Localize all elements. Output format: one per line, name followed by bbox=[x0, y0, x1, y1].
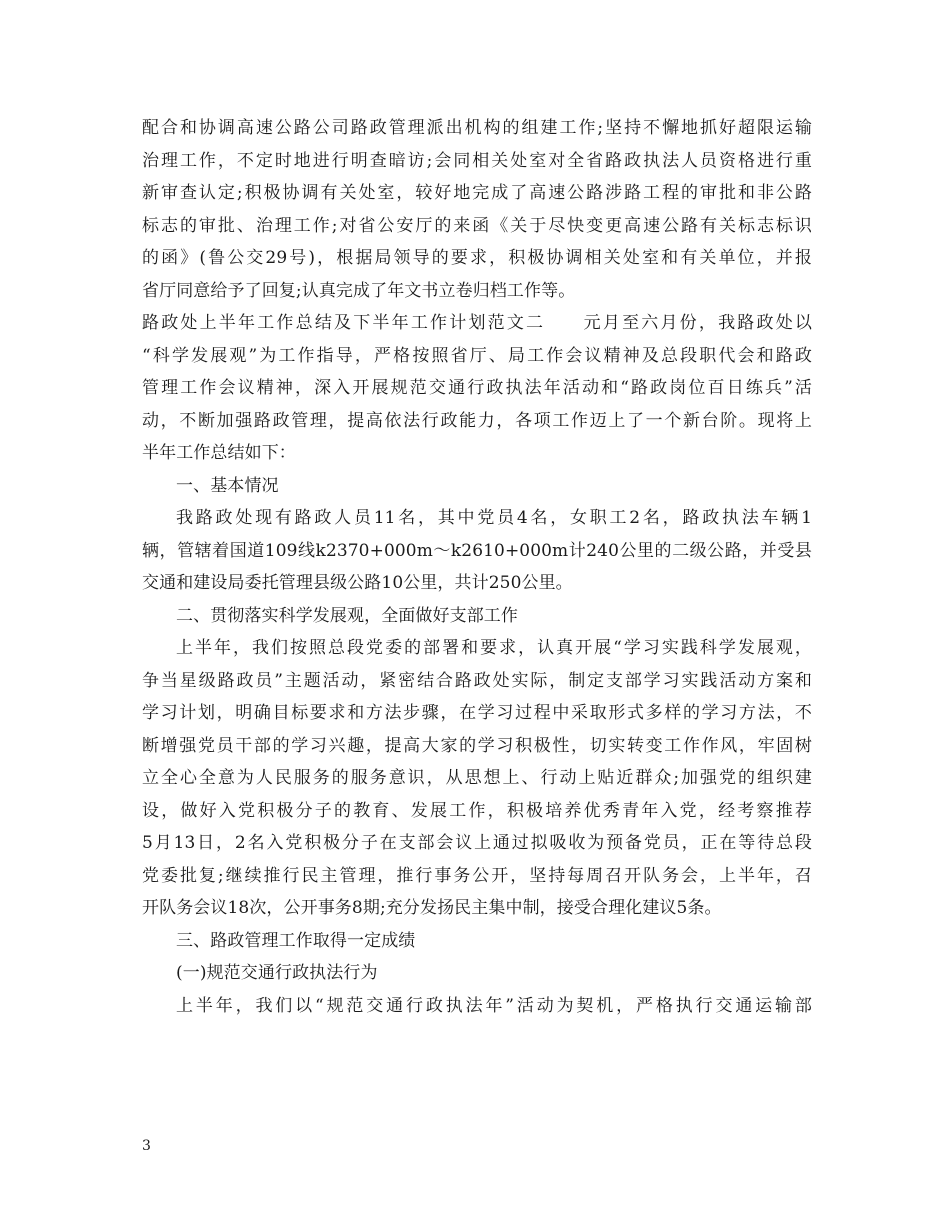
text-line: 二、贯彻落实科学发展观，全面做好支部工作 bbox=[176, 605, 518, 626]
text-line: 路政处上半年工作总结及下半年工作计划范文二 元月至六月份，我路政处以 bbox=[142, 313, 812, 333]
page-number: 3 bbox=[142, 1138, 151, 1154]
text-line: 半年工作总结如下： bbox=[142, 443, 296, 463]
text-line: 上半年，我们按照总段党委的部署和要求，认真开展“学习实践科学发展观， bbox=[176, 638, 812, 658]
text-line: 新审查认定;积极协调有关处室，较好地完成了高速公路涉路工程的审批和非公路 bbox=[142, 183, 812, 203]
text-line: 学习计划，明确目标要求和方法步骤，在学习过程中采取形式多样的学习方法，不 bbox=[142, 703, 812, 723]
document-body bbox=[142, 112, 812, 1022]
text-line: 标志的审批、治理工作;对省公安厅的来函《关于尽快变更高速公路有关标志标识 bbox=[142, 215, 812, 236]
text-line: 三、路政管理工作取得一定成绩 bbox=[176, 930, 416, 951]
text-line: 管理工作会议精神，深入开展规范交通行政执法年活动和“路政岗位百日练兵”活 bbox=[142, 378, 812, 398]
text-line: 辆，管辖着国道109线k2370+000m～k2610+000m计240公里的二级公路，并受县 bbox=[142, 540, 812, 561]
text-line: 配合和协调高速公路公司路政管理派出机构的组建工作;坚持不懈地抓好超限运输 bbox=[142, 118, 812, 138]
text-line: 上半年，我们以“规范交通行政执法年”活动为契机，严格执行交通运输部 bbox=[176, 995, 812, 1016]
text-line: 争当星级路政员”主题活动，紧密结合路政处实际，制定支部学习实践活动方案和 bbox=[142, 670, 812, 691]
text-line: (一)规范交通行政执法行为 bbox=[176, 963, 378, 983]
text-line: 我路政处现有路政人员11名，其中党员4名，女职工2名，路政执法车辆1 bbox=[176, 508, 812, 528]
text-line: 的函》(鲁公交29号)，根据局领导的要求，积极协调相关处室和有关单位，并报 bbox=[142, 248, 812, 268]
text-line: 省厅同意给予了回复;认真完成了年文书立卷归档工作等。 bbox=[142, 280, 576, 301]
text-line: 5月13日，2名入党积极分子在支部会议上通过拟吸收为预备党员，正在等待总段 bbox=[142, 833, 812, 853]
text-line: “科学发展观”为工作指导，严格按照省厅、局工作会议精神及总段职代会和路政 bbox=[142, 345, 812, 366]
text-line: 断增强党员干部的学习兴趣，提高大家的学习积极性，切实转变工作作风，牢固树 bbox=[142, 735, 812, 756]
text-line: 交通和建设局委托管理县级公路10公里，共计250公里。 bbox=[142, 573, 573, 593]
text-line: 党委批复;继续推行民主管理，推行事务公开，坚持每周召开队务会，上半年，召 bbox=[142, 865, 812, 886]
text-line: 动，不断加强路政管理，提高依法行政能力，各项工作迈上了一个新台阶。现将上 bbox=[142, 410, 812, 431]
text-line: 开队务会议18次，公开事务8期;充分发扬民主集中制，接受合理化建议5条。 bbox=[142, 898, 722, 918]
text-line: 立全心全意为人民服务的服务意识，从思想上、行动上贴近群众;加强党的组织建 bbox=[142, 768, 812, 788]
text-line: 一、基本情况 bbox=[176, 475, 279, 496]
text-line: 设，做好入党积极分子的教育、发展工作，积极培养优秀青年入党，经考察推荐 bbox=[142, 800, 812, 821]
text-line: 治理工作，不定时地进行明查暗访;会同相关处室对全省路政执法人员资格进行重 bbox=[142, 150, 812, 171]
